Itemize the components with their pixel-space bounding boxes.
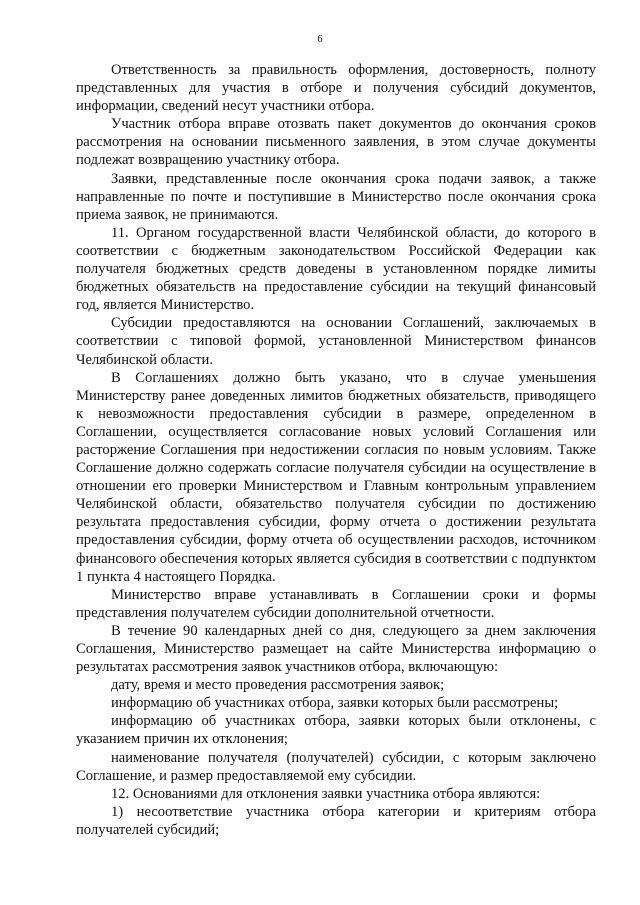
document-body bbox=[76, 61, 596, 839]
paragraph: 11. Органом государственной власти Челябинской области, до которого в соответствии с бюджетным законодательством Российской Федерации как получателя бюджетных средств доведены в установленном порядке лимиты бюджетных обязательств на предоставление субсидии на текущий финансовый год, является Министерство. bbox=[76, 224, 596, 314]
paragraph: 1) несоответствие участника отбора категории и критериям отбора получателей субсидий; bbox=[76, 803, 596, 838]
paragraph: Субсидии предоставляются на основании Соглашений, заключаемых в соответствии с типовой формой, установленной Министерством финансов Челябинской области. bbox=[76, 315, 596, 368]
paragraph: Министерство вправе устанавливать в Соглашении сроки и формы представления получателем субсидии дополнительной отчетности. bbox=[76, 586, 596, 621]
paragraph: информацию об участниках отбора, заявки которых были рассмотрены; bbox=[111, 695, 559, 712]
paragraph: В Соглашениях должно быть указано, что в случае уменьшения Министерству ранее доведенных лимитов бюджетных обязательств, приводящего к невозможности предоставления субсидии в размере, определенном в Соглашении, осуществляется согласование новых условий Соглашения или расторжение Соглашения при недостижении согласия по новым условиям. Также Соглашение должно содержать согласие получателя субсидии на осуществление в отношении его проверки Министерством и Главным контрольным управлением Челябинской области, обязательство получателя субсидии по достижению результата предоставления субсидии, форму отчета о достижении результата предоставления субсидии, форму отчета об осуществлении расходов, источником финансового обеспечения которых является субсидия в соответствии с подпунктом 1 пункта 4 настоящего Порядка. bbox=[76, 369, 596, 585]
paragraph: дату, время и место проведения рассмотрения заявок; bbox=[111, 677, 445, 694]
paragraph: 12. Основаниями для отклонения заявки участника отбора являются: bbox=[111, 785, 541, 802]
page-number: 6 bbox=[317, 34, 323, 45]
paragraph: Участник отбора вправе отозвать пакет документов до окончания сроков рассмотрения на основании письменного заявления, в этом случае документы подлежат возвращению участнику отбора. bbox=[76, 116, 596, 169]
paragraph: наименование получателя (получателей) субсидии, с которым заключено Соглашение, и размер предоставляемой ему субсидии. bbox=[76, 749, 596, 784]
paragraph: Ответственность за правильность оформления, достоверность, полноту представленных для участия в отборе и получения субсидий документов, информации, сведений несут участники отбора. bbox=[76, 62, 596, 115]
paragraph: Заявки, представленные после окончания срока подачи заявок, а также направленные по почте и поступившие в Министерство после окончания срока приема заявок, не принимаются. bbox=[76, 170, 596, 223]
paragraph: информацию об участниках отбора, заявки которых были отклонены, с указанием причин их отклонения; bbox=[76, 713, 596, 748]
paragraph: В течение 90 календарных дней со дня, следующего за днем заключения Соглашения, Министерство размещает на сайте Министерства информацию о результатах рассмотрения заявок участников отбора, включающую: bbox=[76, 622, 596, 676]
